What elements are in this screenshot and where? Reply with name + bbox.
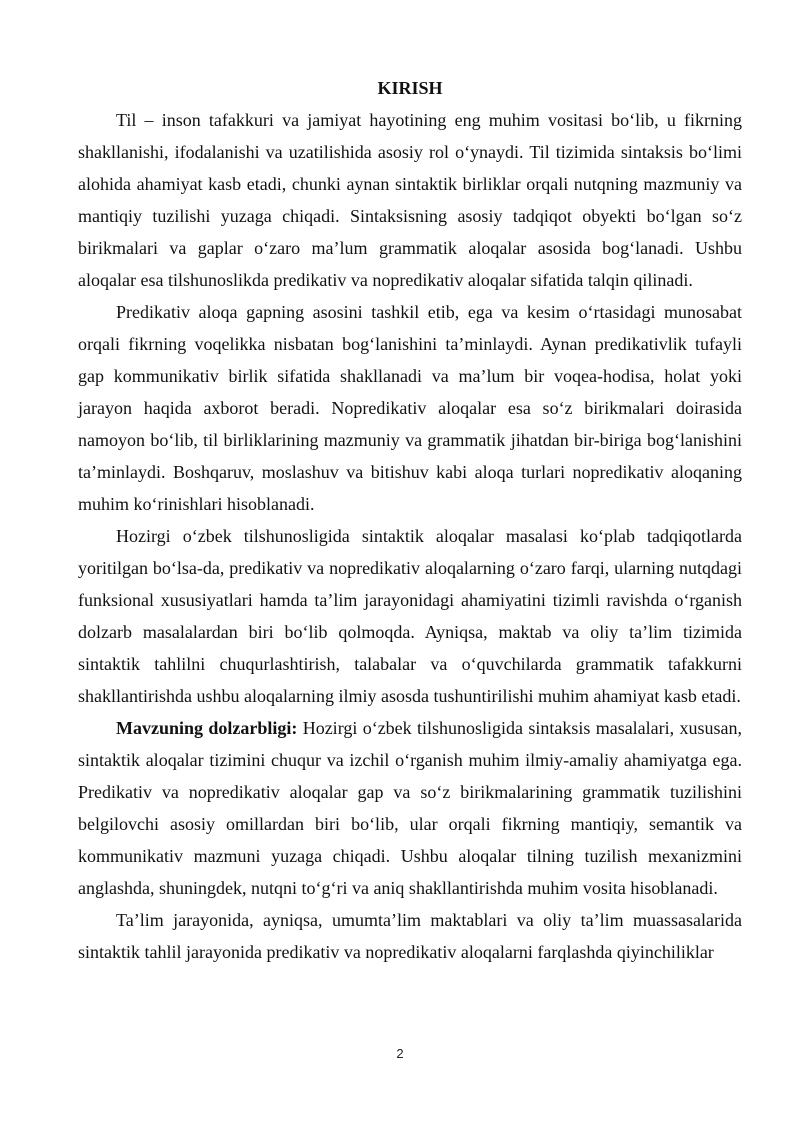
page-number: 2 [396,1046,404,1061]
paragraph-4 [78,712,742,904]
paragraph-text: Til – inson tafakkuri va jamiyat hayotining eng muhim vositasi bo‘lib, u fikrning shakllanishi, ifodalanishi va uzatilishida asosiy rol o‘ynaydi. Til tizimida sintaksis bo‘limi alohida ahamiyat kasb etadi, chunki aynan sintaktik birliklar orqali nutqning mazmuniy va mantiqiy tuzilishi yuzaga chiqadi. Sintaksisning asosiy tadqiqot obyekti bo‘lgan so‘z birikmalari va gaplar o‘zaro ma’lum grammatik aloqalar asosida bog‘lanadi. Ushbu aloqalar esa tilshunoslikda predikativ va nopredikativ aloqalar sifatida talqin qilinadi. [78,110,742,290]
page-content [78,72,742,968]
paragraph-lead-dolzarbligi: Mavzuning dolzarbligi: [116,718,298,738]
paragraph-5 [78,904,742,968]
paragraph-text: Hozirgi o‘zbek tilshunosligida sintaktik aloqalar masalasi ko‘plab tadqiqotlarda yoritilgan bo‘lsa-da, predikativ va nopredikativ aloqalarning o‘zaro farqi, ularning nutqdagi funksional xususiyatlari hamda ta’lim jarayonidagi ahamiyatini tizimli ravishda o‘rganish dolzarb masalalardan biri bo‘lib qolmoqda. Ayniqsa, maktab va oliy ta’lim tizimida sintaktik tahlilni chuqurlashtirish, talabalar va o‘quvchilarda grammatik tafakkurni shakllantirishda ushbu aloqalarning ilmiy asosda tushuntirilishi muhim ahamiyat kasb etadi. [78,526,742,706]
paragraph-2 [78,296,742,520]
paragraph-1 [78,104,742,296]
paragraph-text: Predikativ aloqa gapning asosini tashkil etib, ega va kesim o‘rtasidagi munosabat orqali fikrning voqelikka nisbatan bog‘lanishini ta’minlaydi. Aynan predikativlik tufayli gap kommunikativ birlik sifatida shakllanadi va ma’lum bir voqea-hodisa, holat yoki jarayon haqida axborot beradi. Nopredikativ aloqalar esa so‘z birikmalari doirasida namoyon bo‘lib, til birliklarining mazmuniy va grammatik jihatdan bir-biriga bog‘lanishini ta’minlaydi. Boshqaruv, moslashuv va bitishuv kabi aloqa turlari nopredikativ aloqaning muhim ko‘rinishlari hisoblanadi. [78,302,742,514]
paragraph-text: Ta’lim jarayonida, ayniqsa, umumta’lim maktablari va oliy ta’lim muassasalarida sintaktik tahlil jarayonida predikativ va nopredikativ aloqalarni farqlashda qiyinchiliklar [78,910,742,962]
paragraph-text: Hozirgi o‘zbek tilshunosligida sintaksis masalalari, xususan, sintaktik aloqalar tizimini chuqur va izchil o‘rganish muhim ilmiy-amaliy ahamiyatga ega. Predikativ va nopredikativ aloqalar gap va so‘z birikmalarining grammatik tuzilishini belgilovchi asosiy omillardan biri bo‘lib, ular orqali fikrning mantiqiy, semantik va kommunikativ mazmuni yuzaga chiqadi. Ushbu aloqalar tilning tuzilish mexanizmini anglashda, shuningdek, nutqni to‘g‘ri va aniq shakllantirishda muhim vosita hisoblanadi. [78,718,742,898]
section-heading: KIRISH [377,78,443,98]
paragraph-3 [78,520,742,712]
